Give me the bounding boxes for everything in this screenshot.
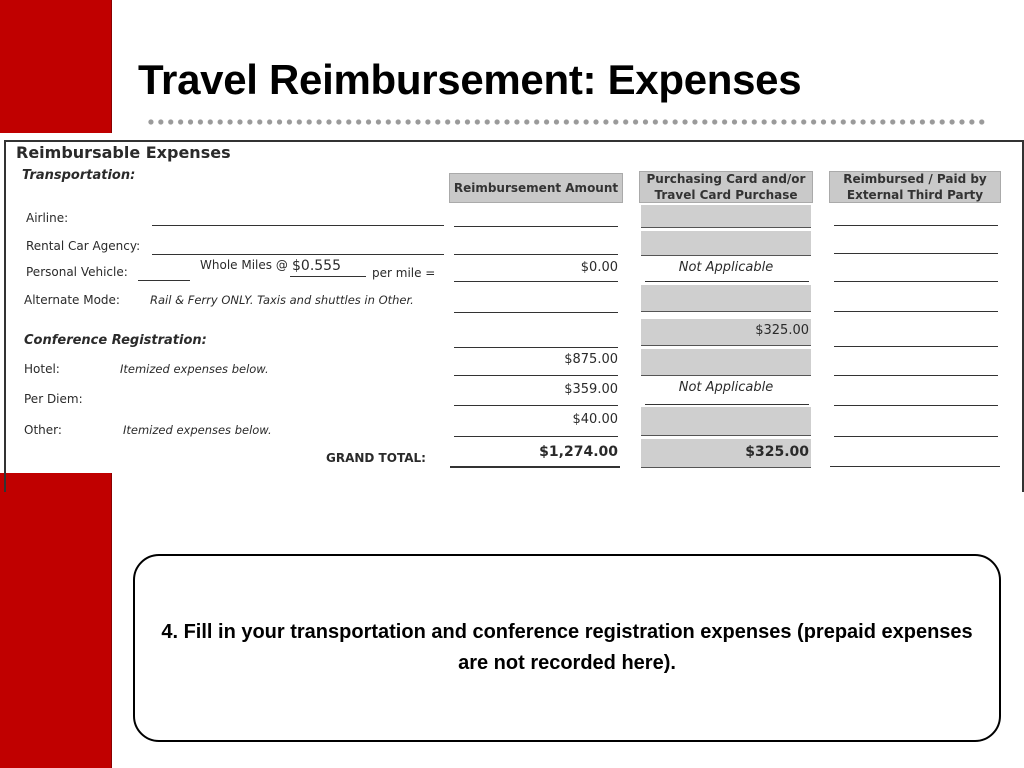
- label-per-mile: per mile =: [372, 266, 436, 280]
- third-line-5: [834, 346, 998, 347]
- card-cell-rental: [641, 231, 811, 256]
- dotted-divider: [146, 118, 986, 126]
- slide-title: Travel Reimbursement: Expenses: [138, 56, 802, 103]
- label-rental-car: Rental Car Agency:: [26, 239, 141, 253]
- label-airline: Airline:: [26, 211, 69, 225]
- card-cell-alternate: [641, 285, 811, 312]
- third-line-4: [834, 311, 998, 312]
- label-personal-vehicle: Personal Vehicle:: [26, 265, 128, 279]
- label-other: Other:: [24, 423, 62, 437]
- label-alternate-mode: Alternate Mode:: [24, 293, 120, 307]
- col-header-third-party: Reimbursed / Paid by External Third Party: [829, 171, 1001, 203]
- third-line-7: [834, 405, 998, 406]
- third-line-3: [834, 281, 998, 282]
- card-line-vehicle: [645, 281, 809, 282]
- hotel-note: Itemized expenses below.: [120, 362, 269, 376]
- expense-form-scan: [0, 133, 1024, 473]
- reimb-line-alternate: [454, 312, 618, 313]
- miles-line: [138, 280, 190, 281]
- card-line-per-diem: [645, 404, 809, 405]
- col-header-reimbursement: Reimbursement Amount: [449, 173, 623, 203]
- airline-line: [152, 225, 444, 226]
- rate-line: [290, 276, 366, 277]
- reimb-line-total: [450, 466, 620, 468]
- card-cell-airline: [641, 205, 811, 228]
- grand-total-label: GRAND TOTAL:: [326, 451, 426, 465]
- alternate-mode-note: Rail & Ferry ONLY. Taxis and shuttles in Other.: [150, 293, 414, 307]
- hotel-amount: $875.00: [564, 352, 618, 367]
- third-line-8: [834, 436, 998, 437]
- other-amount: $40.00: [572, 412, 618, 427]
- grand-total-card: $325.00: [745, 444, 809, 460]
- col-header-purchasing-card: Purchasing Card and/or Travel Card Purchase: [639, 171, 813, 203]
- transportation-heading: Transportation:: [22, 168, 136, 183]
- reimb-line-vehicle: [454, 281, 618, 282]
- label-whole-miles: Whole Miles @: [200, 258, 288, 272]
- per-diem-amount: $359.00: [564, 382, 618, 397]
- card-cell-other: [641, 407, 811, 436]
- per-diem-card-not-applicable: Not Applicable: [678, 380, 774, 395]
- card-cell-hotel: [641, 349, 811, 376]
- reimb-line-per-diem: [454, 405, 618, 406]
- vehicle-amount: $0.00: [580, 260, 618, 275]
- other-note: Itemized expenses below.: [123, 423, 272, 437]
- vehicle-card-not-applicable: Not Applicable: [678, 260, 774, 275]
- label-per-diem: Per Diem:: [24, 392, 83, 406]
- reimb-line-airline: [454, 226, 618, 227]
- reimb-line-conference: [454, 347, 618, 348]
- rental-line: [152, 254, 444, 255]
- reimb-line-hotel: [454, 375, 618, 376]
- grand-total-amount: $1,274.00: [539, 444, 618, 460]
- section-title: Reimbursable Expenses: [16, 143, 231, 162]
- conference-card-amount: $325.00: [755, 323, 809, 338]
- conference-heading: Conference Registration:: [24, 333, 207, 348]
- third-line-total: [830, 466, 1000, 467]
- instruction-callout: [133, 554, 1001, 742]
- label-hotel: Hotel:: [24, 362, 60, 376]
- mileage-rate: $0.555: [292, 258, 341, 274]
- reimb-line-other: [454, 436, 618, 437]
- third-line-6: [834, 375, 998, 376]
- reimb-line-rental: [454, 254, 618, 255]
- instruction-text: 4. Fill in your transportation and conference registration expenses (prepaid expenses are not recorded here).: [161, 621, 973, 674]
- third-line-1: [834, 225, 998, 226]
- third-line-2: [834, 253, 998, 254]
